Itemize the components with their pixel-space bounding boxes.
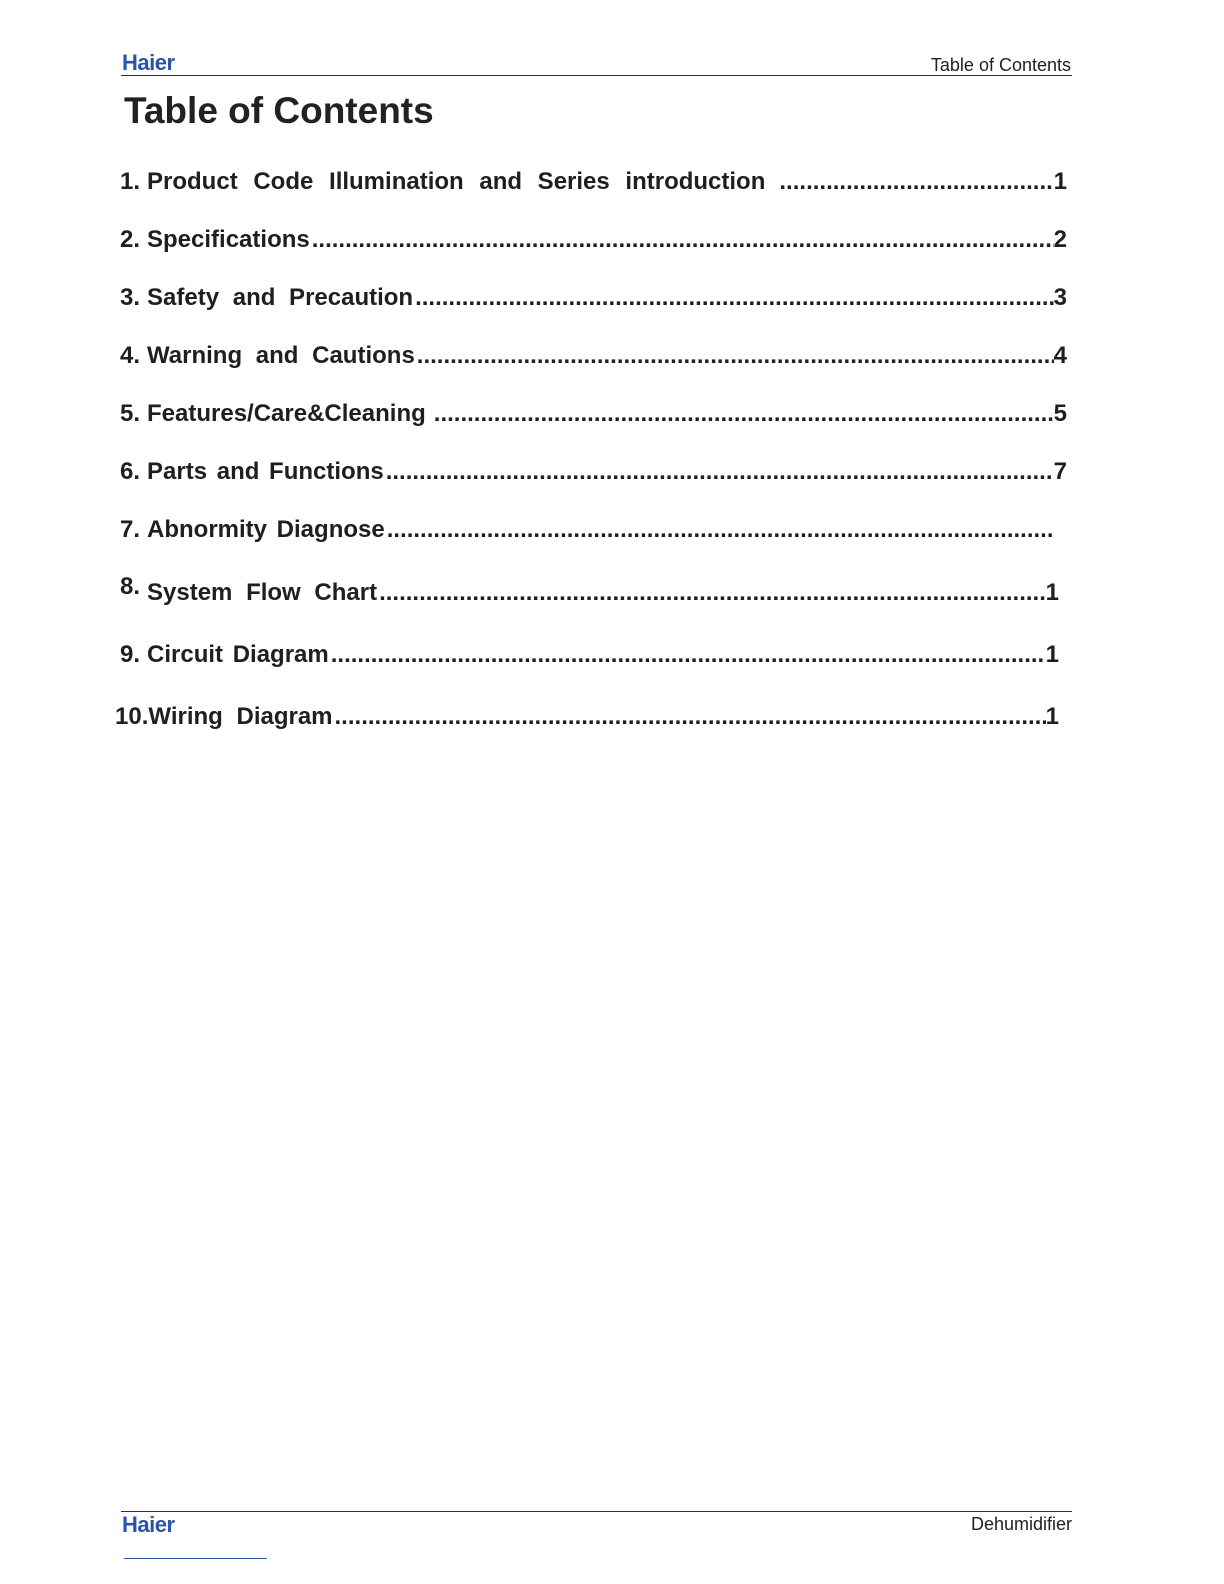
toc-label: Parts and Functions: [147, 458, 384, 485]
toc-number: 7.: [120, 516, 141, 543]
toc-page-number: 1: [1045, 579, 1059, 606]
toc-entry-5[interactable]: [120, 400, 1067, 428]
toc-leader-dots: [312, 226, 1054, 254]
toc-number: 6.: [120, 458, 141, 485]
toc-entry-2[interactable]: [120, 226, 1067, 254]
toc-leader-dots: [335, 703, 1046, 731]
toc-leader-dots: [387, 516, 1055, 544]
toc-leader-dots: [434, 400, 1054, 428]
toc-label: Specifications: [147, 226, 310, 253]
toc-entry-8[interactable]: [120, 573, 1059, 607]
toc-entry-10[interactable]: [115, 703, 1059, 731]
toc-number: 4.: [120, 342, 141, 369]
toc-label: Safety and Precaution: [147, 284, 414, 311]
toc-leader-dots: [386, 458, 1054, 486]
toc-entry-9[interactable]: [120, 641, 1059, 669]
footer-rule: [121, 1511, 1072, 1512]
toc-label: Product Code Illumination and Series introduction: [147, 168, 766, 195]
toc-page-number: 5: [1053, 400, 1067, 427]
toc-label: Abnormity Diagnose: [147, 516, 385, 543]
toc-number: 2.: [120, 226, 141, 253]
footer-underline: [124, 1558, 267, 1559]
toc-entry-3[interactable]: [120, 284, 1067, 312]
toc-number: 9.: [120, 641, 141, 668]
toc-page-number: 4: [1053, 342, 1067, 369]
header-rule: [121, 75, 1072, 76]
page-title: Table of Contents: [124, 90, 434, 131]
footer-product-name: Dehumidifier: [970, 1514, 1072, 1534]
toc-page-number: 1: [1045, 641, 1059, 668]
toc-label: Circuit Diagram: [147, 641, 329, 668]
toc-number: 1.: [120, 168, 141, 195]
toc-leader-dots: [331, 641, 1046, 669]
toc-entry-7[interactable]: [120, 516, 1055, 544]
toc-page-number: 2: [1053, 226, 1067, 253]
toc-leader-dots: [379, 579, 1046, 607]
toc-number: 3.: [120, 284, 141, 311]
toc-entry-1[interactable]: [120, 168, 1067, 196]
toc-leader-dots: [779, 168, 1053, 196]
haier-logo-bottom: Haier: [122, 1512, 175, 1537]
toc-page-number: 1: [1053, 168, 1067, 195]
toc-label: Features/Care&Cleaning: [147, 400, 426, 427]
toc-entry-4[interactable]: [120, 342, 1067, 370]
header-section-title: Table of Contents: [930, 55, 1071, 75]
toc-page-number: 7: [1053, 458, 1067, 485]
toc-number: 8.: [120, 573, 141, 600]
toc-leader-dots: [415, 284, 1054, 312]
toc-number: 5.: [120, 400, 141, 427]
haier-logo-top: Haier: [122, 50, 175, 75]
toc-entry-6[interactable]: [120, 458, 1067, 486]
toc-page-number: 3: [1053, 284, 1067, 311]
toc-label: Warning and Cautions: [147, 342, 415, 369]
toc-number: 10.: [115, 703, 149, 730]
toc-label: System Flow Chart: [147, 579, 378, 606]
toc-page-number: 1: [1045, 703, 1059, 730]
toc-label: Wiring Diagram: [148, 703, 333, 730]
toc-leader-dots: [417, 342, 1054, 370]
